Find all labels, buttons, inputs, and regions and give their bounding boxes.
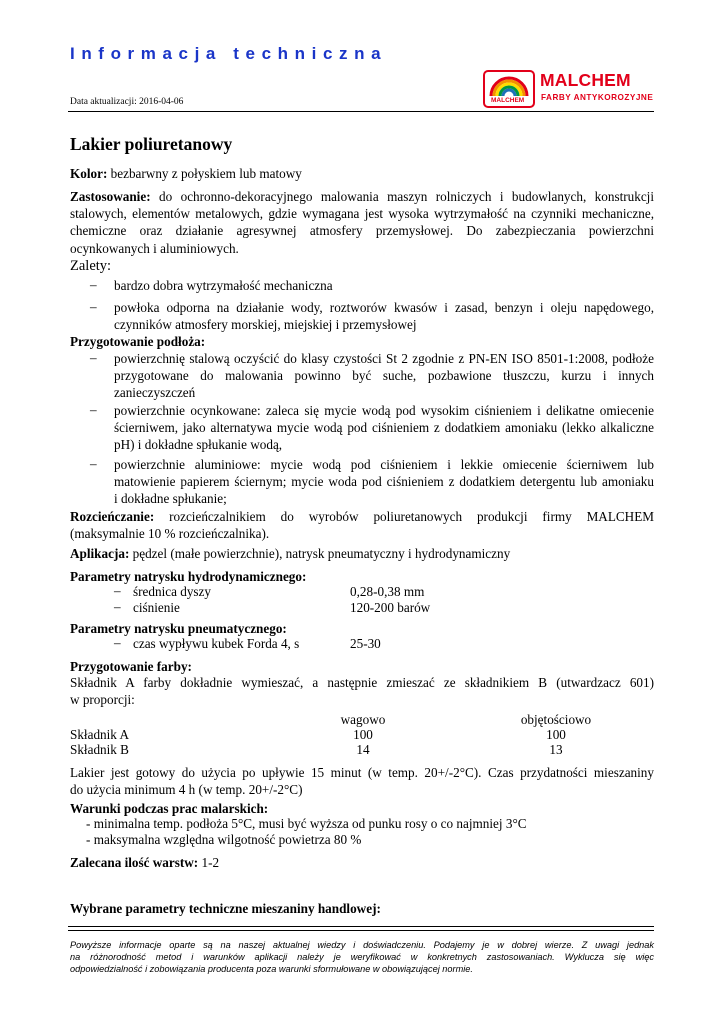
podloze-item-1-line-1: powierzchnię stalową oczyścić do klasy czystości St 2 zgodnie z PN-EN ISO 8501-1:2008, podłoże bbox=[114, 351, 654, 366]
logo-small-text: MALCHEM bbox=[491, 97, 525, 104]
table-cell-wagowo: 100 bbox=[353, 727, 373, 742]
zastosowanie-line-1: do ochronno-dekoracyjnego malowania maszyn rolniczych i budowlanych, konstrukcji bbox=[150, 189, 654, 204]
aplikacja-label: Aplikacja: bbox=[70, 546, 130, 561]
zastosowanie-paragraph bbox=[70, 188, 654, 257]
bullet-dash: – bbox=[114, 635, 121, 650]
table-row-name: Składnik B bbox=[70, 742, 129, 757]
pneu-param-name: czas wypływu kubek Forda 4, s bbox=[133, 636, 300, 651]
footer-disclaimer bbox=[70, 939, 654, 975]
natrysk-pneu-label: Parametry natrysku pneumatycznego: bbox=[70, 621, 287, 636]
table-cell-wagowo: 14 bbox=[356, 742, 370, 757]
rozcienczanie-line-1: rozcieńczalnikiem do wyrobów poliuretanowych produkcji firmy MALCHEM bbox=[154, 509, 654, 524]
kolor-label: Kolor: bbox=[70, 166, 108, 181]
zalety-item-1-line-1: bardzo dobra wytrzymałość mechaniczna bbox=[114, 278, 333, 293]
zastosowanie-line-4: ocynkowanych i aluminiowych. bbox=[70, 240, 239, 256]
zastosowanie-line-2: stalowych, elementów metalowych, gdzie wymagana jest wysoka wytrzymałość na czynniki mechaniczne, bbox=[70, 206, 654, 222]
bullet-dash: – bbox=[114, 583, 121, 598]
table-cell-objetosciowo: 13 bbox=[549, 742, 563, 757]
przygotowanie-farby-heading bbox=[70, 658, 192, 675]
footer-divider bbox=[68, 930, 654, 931]
podloze-item-2-line-2: ścierniwem, jako alternatywa mycie wodą pod ciśnieniem z dodatkiem amoniaku (lekko alkaliczne bbox=[114, 420, 654, 436]
logo-tagline: FARBY ANTYKOROZYJNE bbox=[541, 93, 654, 102]
kolor-value: bezbarwny z połyskiem lub matowy bbox=[107, 166, 302, 181]
gotowosc-line-1: Lakier jest gotowy do użycia po upływie 15 minut (w temp. 20+/-2°C). Czas przydatności mieszaniny bbox=[70, 765, 654, 780]
podloze-item-1-line-3: zanieczyszczeń bbox=[114, 385, 196, 401]
hydro-param-name: ciśnienie bbox=[133, 600, 180, 615]
bullet-dash: – bbox=[90, 299, 97, 314]
zalety-item-2 bbox=[114, 299, 654, 333]
pneu-param-value: 25-30 bbox=[350, 636, 381, 651]
podloze-item-2-line-3: pH) i dokładne spłukanie wodą, bbox=[114, 437, 283, 453]
table-col-objetosciowo: objętościowo bbox=[520, 712, 592, 727]
parametry-heading bbox=[70, 900, 381, 917]
podloze-item-2 bbox=[114, 402, 654, 454]
table-row-name: Składnik A bbox=[70, 727, 129, 742]
rozcienczanie-label: Rozcieńczanie: bbox=[70, 509, 155, 524]
zalety-item-1 bbox=[114, 277, 654, 294]
warunki-item: - maksymalna względna wilgotność powietrza 80 % bbox=[86, 832, 362, 847]
podloze-item-3-line-3: i dokładne spłukanie; bbox=[114, 491, 227, 507]
podloze-item-1-line-2: przygotowane do malowania powinno być suche, pozbawione tłuszczu, kurzu i innych bbox=[114, 368, 654, 384]
parametry-label: Wybrane parametry techniczne mieszaniny handlowej: bbox=[70, 901, 381, 916]
przygotowanie-farby-label: Przygotowanie farby: bbox=[70, 659, 192, 674]
hydro-param-value: 120-200 barów bbox=[350, 600, 431, 615]
zastosowanie-label: Zastosowanie: bbox=[70, 189, 151, 204]
farby-line-1: Składnik A farby dokładnie wymieszać, a następnie zmieszać ze składnikiem B (utwardzacz 601) bbox=[70, 675, 654, 690]
footer-line-3: odpowiedzialność i zobowiązania producenta poza warunki sformułowane w obowiązującej normie. bbox=[70, 964, 473, 974]
rainbow-logo-icon bbox=[483, 70, 535, 108]
aplikacja-line bbox=[70, 545, 510, 562]
zalety-heading: Zalety: bbox=[70, 258, 112, 274]
bullet-dash: – bbox=[90, 456, 97, 471]
bullet-dash: – bbox=[90, 402, 97, 417]
warunki-label: Warunki podczas prac malarskich: bbox=[70, 801, 269, 816]
zalety-item-2-line-1: powłoka odporna na działanie wody, roztworów kwasów i zasad, benzyn i oleju napędowego, bbox=[114, 300, 654, 315]
bullet-dash: – bbox=[90, 277, 97, 292]
header-divider bbox=[68, 111, 654, 112]
footer-line-1: Powyższe informacje oparte są na naszej aktualnej wiedzy i doświadczeniu. Podajemy je w dobrej wierze. Z uwagi jednak bbox=[70, 940, 654, 950]
podloze-item-3-line-2: matowienie papierem ściernym; mycie woda pod ciśnieniem z dodatkiem detergentu lub amoniaku bbox=[114, 474, 654, 490]
logo-brand: MALCHEM bbox=[540, 70, 631, 90]
podloze-item-1 bbox=[114, 350, 654, 402]
table-cell-objetosciowo: 100 bbox=[546, 727, 566, 742]
update-date: Data aktualizacji: 2016-04-06 bbox=[70, 97, 184, 107]
footer-line-2: na różnorodność metod i warunków aplikacji należy je weryfikować w konkretnych zastosowaniach. Wyklucza się więc bbox=[70, 952, 654, 962]
podloze-item-3 bbox=[114, 456, 654, 508]
hydro-param-name: średnica dyszy bbox=[133, 584, 211, 599]
natrysk-hydro-label: Parametry natrysku hydrodynamicznego: bbox=[70, 569, 307, 584]
zalety-item-2-line-2: czynników atmosfery morskiej, miejskiej i przemysłowej bbox=[114, 317, 417, 333]
rozcienczanie-paragraph bbox=[70, 508, 654, 542]
rozcienczanie-line-2: (maksymalnie 10 % rozcieńczalnika). bbox=[70, 526, 270, 542]
przygotowanie-farby-paragraph bbox=[70, 674, 654, 708]
gotowosc-paragraph bbox=[70, 764, 654, 798]
aplikacja-value: pędzel (małe powierzchnie), natrysk pneumatyczny i hydrodynamiczny bbox=[129, 546, 511, 561]
warunki-item: - minimalna temp. podłoża 5°C, musi być wyższa od punku rosy o co najmniej 3°C bbox=[86, 816, 527, 831]
gotowosc-line-2: do użycia minimum 4 h (w temp. 20+/-2°C) bbox=[70, 782, 303, 798]
product-title: Lakier poliuretanowy bbox=[70, 134, 233, 154]
warstwy-line bbox=[70, 854, 219, 871]
podloze-item-2-line-1: powierzchnie ocynkowane: zaleca się mycie wodą pod wysokim ciśnieniem i delikatne omiecenie bbox=[114, 403, 654, 418]
kolor-line bbox=[70, 165, 302, 182]
podloze-item-3-line-1: powierzchnie aluminiowe: mycie wodą pod ciśnieniem i lekkie omiecenie ścierniwem lub bbox=[114, 457, 654, 472]
przygotowanie-podloza-heading bbox=[70, 333, 205, 350]
bullet-dash: – bbox=[114, 599, 121, 614]
table-col-wagowo: wagowo bbox=[340, 712, 386, 727]
zastosowanie-line-3: chemiczne oraz działanie agresywnej atmosfery przemysłowej. Do zabezpieczania powierzchni bbox=[70, 223, 654, 239]
footer-divider bbox=[68, 926, 654, 927]
malchem-logo bbox=[483, 70, 658, 110]
document-header-title: Informacja techniczna bbox=[70, 44, 388, 63]
przygotowanie-podloza-label: Przygotowanie podłoża: bbox=[70, 334, 206, 349]
warstwy-label: Zalecana ilość warstw: bbox=[70, 855, 199, 870]
farby-line-2: w proporcji: bbox=[70, 692, 135, 708]
warstwy-value: 1-2 bbox=[198, 855, 220, 870]
hydro-param-value: 0,28-0,38 mm bbox=[350, 584, 425, 599]
bullet-dash: – bbox=[90, 350, 97, 365]
